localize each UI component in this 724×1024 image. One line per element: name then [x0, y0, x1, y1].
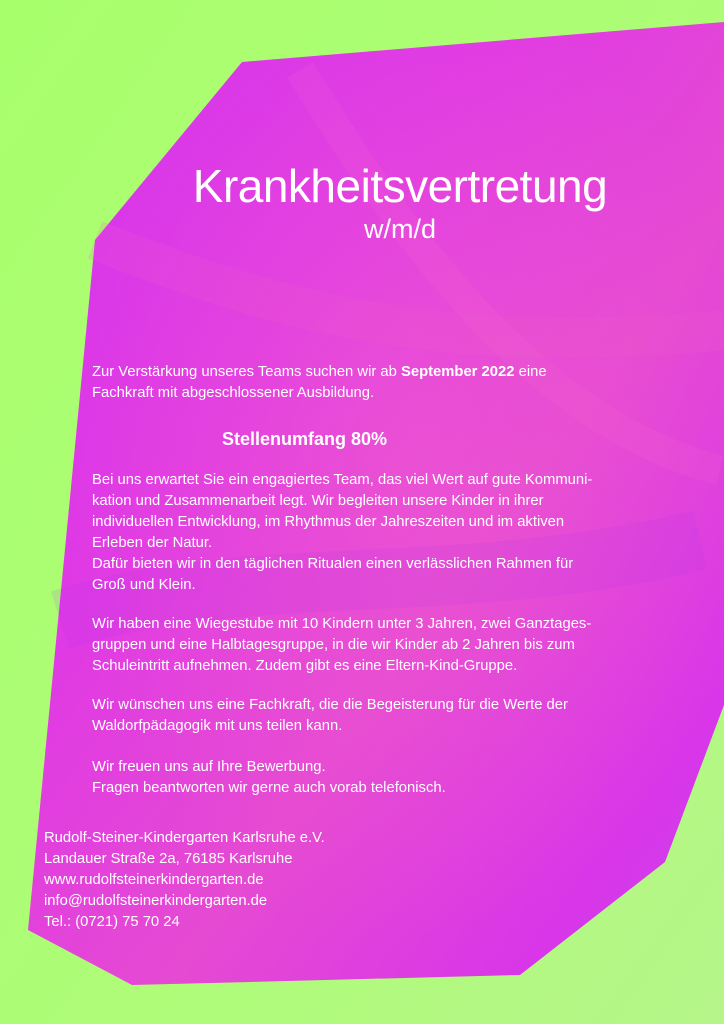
team-line: Groß und Klein.: [92, 577, 196, 593]
apply-line: Fragen beantworten wir gerne auch vorab telefonisch.: [92, 780, 446, 796]
team-paragraph: [92, 470, 682, 596]
contact-website-link[interactable]: www.rudolfsteinerkindergarten.de: [44, 872, 264, 888]
wish-line: Wir wünschen uns eine Fachkraft, die die Begeisterung für die Werte der: [92, 697, 568, 713]
team-line: individuellen Entwicklung, im Rhythmus der Jahreszeiten und im aktiven: [92, 514, 565, 530]
groups-line: Wir haben eine Wiegestube mit 10 Kindern unter 3 Jahren, zwei Ganztages-: [92, 616, 592, 632]
contact-address: Landauer Straße 2a, 76185 Karlsruhe: [44, 851, 293, 867]
apply-line: Wir freuen uns auf Ihre Bewerbung.: [92, 759, 326, 775]
groups-line: Schuleintritt aufnehmen. Zudem gibt es eine Eltern-Kind-Gruppe.: [92, 658, 518, 674]
intro-text: Zur Verstärkung unseres Teams suchen wir ab: [92, 364, 401, 380]
contact-phone: Tel.: (0721) 75 70 24: [44, 914, 180, 930]
team-line: kation und Zusammenarbeit legt. Wir begleiten unsere Kinder in ihrer: [92, 493, 544, 509]
apply-paragraph: [92, 757, 682, 799]
groups-paragraph: [92, 614, 682, 677]
start-date: September 2022: [400, 364, 515, 380]
wish-paragraph: [92, 695, 682, 737]
wish-line: Waldorfpädagogik mit uns teilen kann.: [92, 718, 343, 734]
intro-line-2: Fachkraft mit abgeschlossener Ausbildung.: [92, 385, 375, 401]
contact-email-link[interactable]: info@rudolfsteinerkindergarten.de: [44, 893, 268, 909]
contact-block: [44, 828, 325, 933]
team-line: Erleben der Natur.: [92, 535, 213, 551]
team-line: Dafür bieten wir in den täglichen Ritualen einen verlässlichen Rahmen für: [92, 556, 574, 572]
groups-line: gruppen und eine Halbtagesgruppe, in die wir Kinder ab 2 Jahren bis zum: [92, 637, 575, 653]
intro-line-1: [92, 362, 682, 383]
contact-organization: Rudolf-Steiner-Kindergarten Karlsruhe e.V.: [44, 830, 325, 846]
page-subtitle: w/m/d: [363, 214, 436, 244]
team-line: Bei uns erwartet Sie ein engagiertes Team, das viel Wert auf gute Kommuni-: [92, 472, 593, 488]
page-title: Krankheitsvertretung: [192, 160, 608, 212]
job-scope-heading: Stellenumfang 80%: [222, 429, 388, 449]
intro-paragraph: [92, 362, 682, 404]
intro-text-end: eine: [514, 364, 547, 380]
